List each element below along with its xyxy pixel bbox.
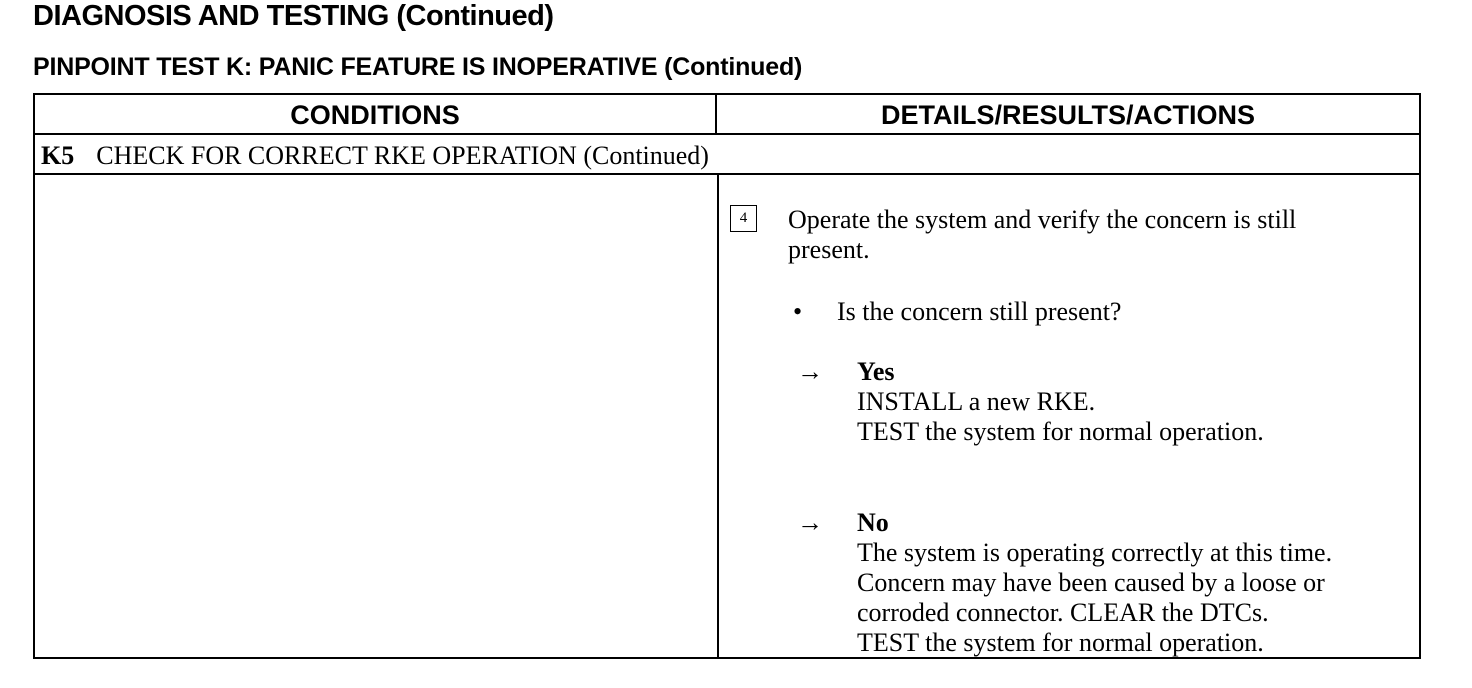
pinpoint-test-title: PINPOINT TEST K: PANIC FEATURE IS INOPERATIVE (Continued) <box>33 53 803 81</box>
page-title: DIAGNOSIS AND TESTING (Continued) <box>33 0 554 32</box>
step-heading <box>41 141 709 171</box>
result-line: The system is operating correctly at this time. <box>857 538 1333 567</box>
details-column-header: DETAILS/RESULTS/ACTIONS <box>880 100 1255 130</box>
result-line: INSTALL a new RKE. <box>857 387 1096 416</box>
step-id: K5 <box>41 141 75 170</box>
arrow-right-icon: → <box>797 357 823 386</box>
result-line: Concern may have been caused by a loose or <box>857 568 1325 597</box>
arrow-right-icon: → <box>797 508 823 537</box>
instruction-line: present. <box>788 235 870 264</box>
yes-label: Yes <box>857 357 895 386</box>
result-line: TEST the system for normal operation. <box>857 628 1264 657</box>
substep-number-box: 4 <box>730 205 757 232</box>
instruction-text <box>788 205 1296 265</box>
step-title: CHECK FOR CORRECT RKE OPERATION (Continued) <box>96 141 709 170</box>
question-text: Is the concern still present? <box>837 297 1122 326</box>
step-rule <box>35 173 1419 175</box>
result-line: TEST the system for normal operation. <box>857 417 1264 446</box>
diagnostic-table <box>33 93 1421 659</box>
no-result <box>857 508 1332 658</box>
bullet-icon: • <box>793 297 803 326</box>
result-line: corroded connector. CLEAR the DTCs. <box>857 598 1269 627</box>
conditions-column-header: CONDITIONS <box>290 100 460 130</box>
yes-result <box>857 357 1264 447</box>
instruction-line: Operate the system and verify the concern is still <box>788 205 1297 234</box>
column-divider <box>717 175 719 657</box>
no-label: No <box>857 508 889 537</box>
